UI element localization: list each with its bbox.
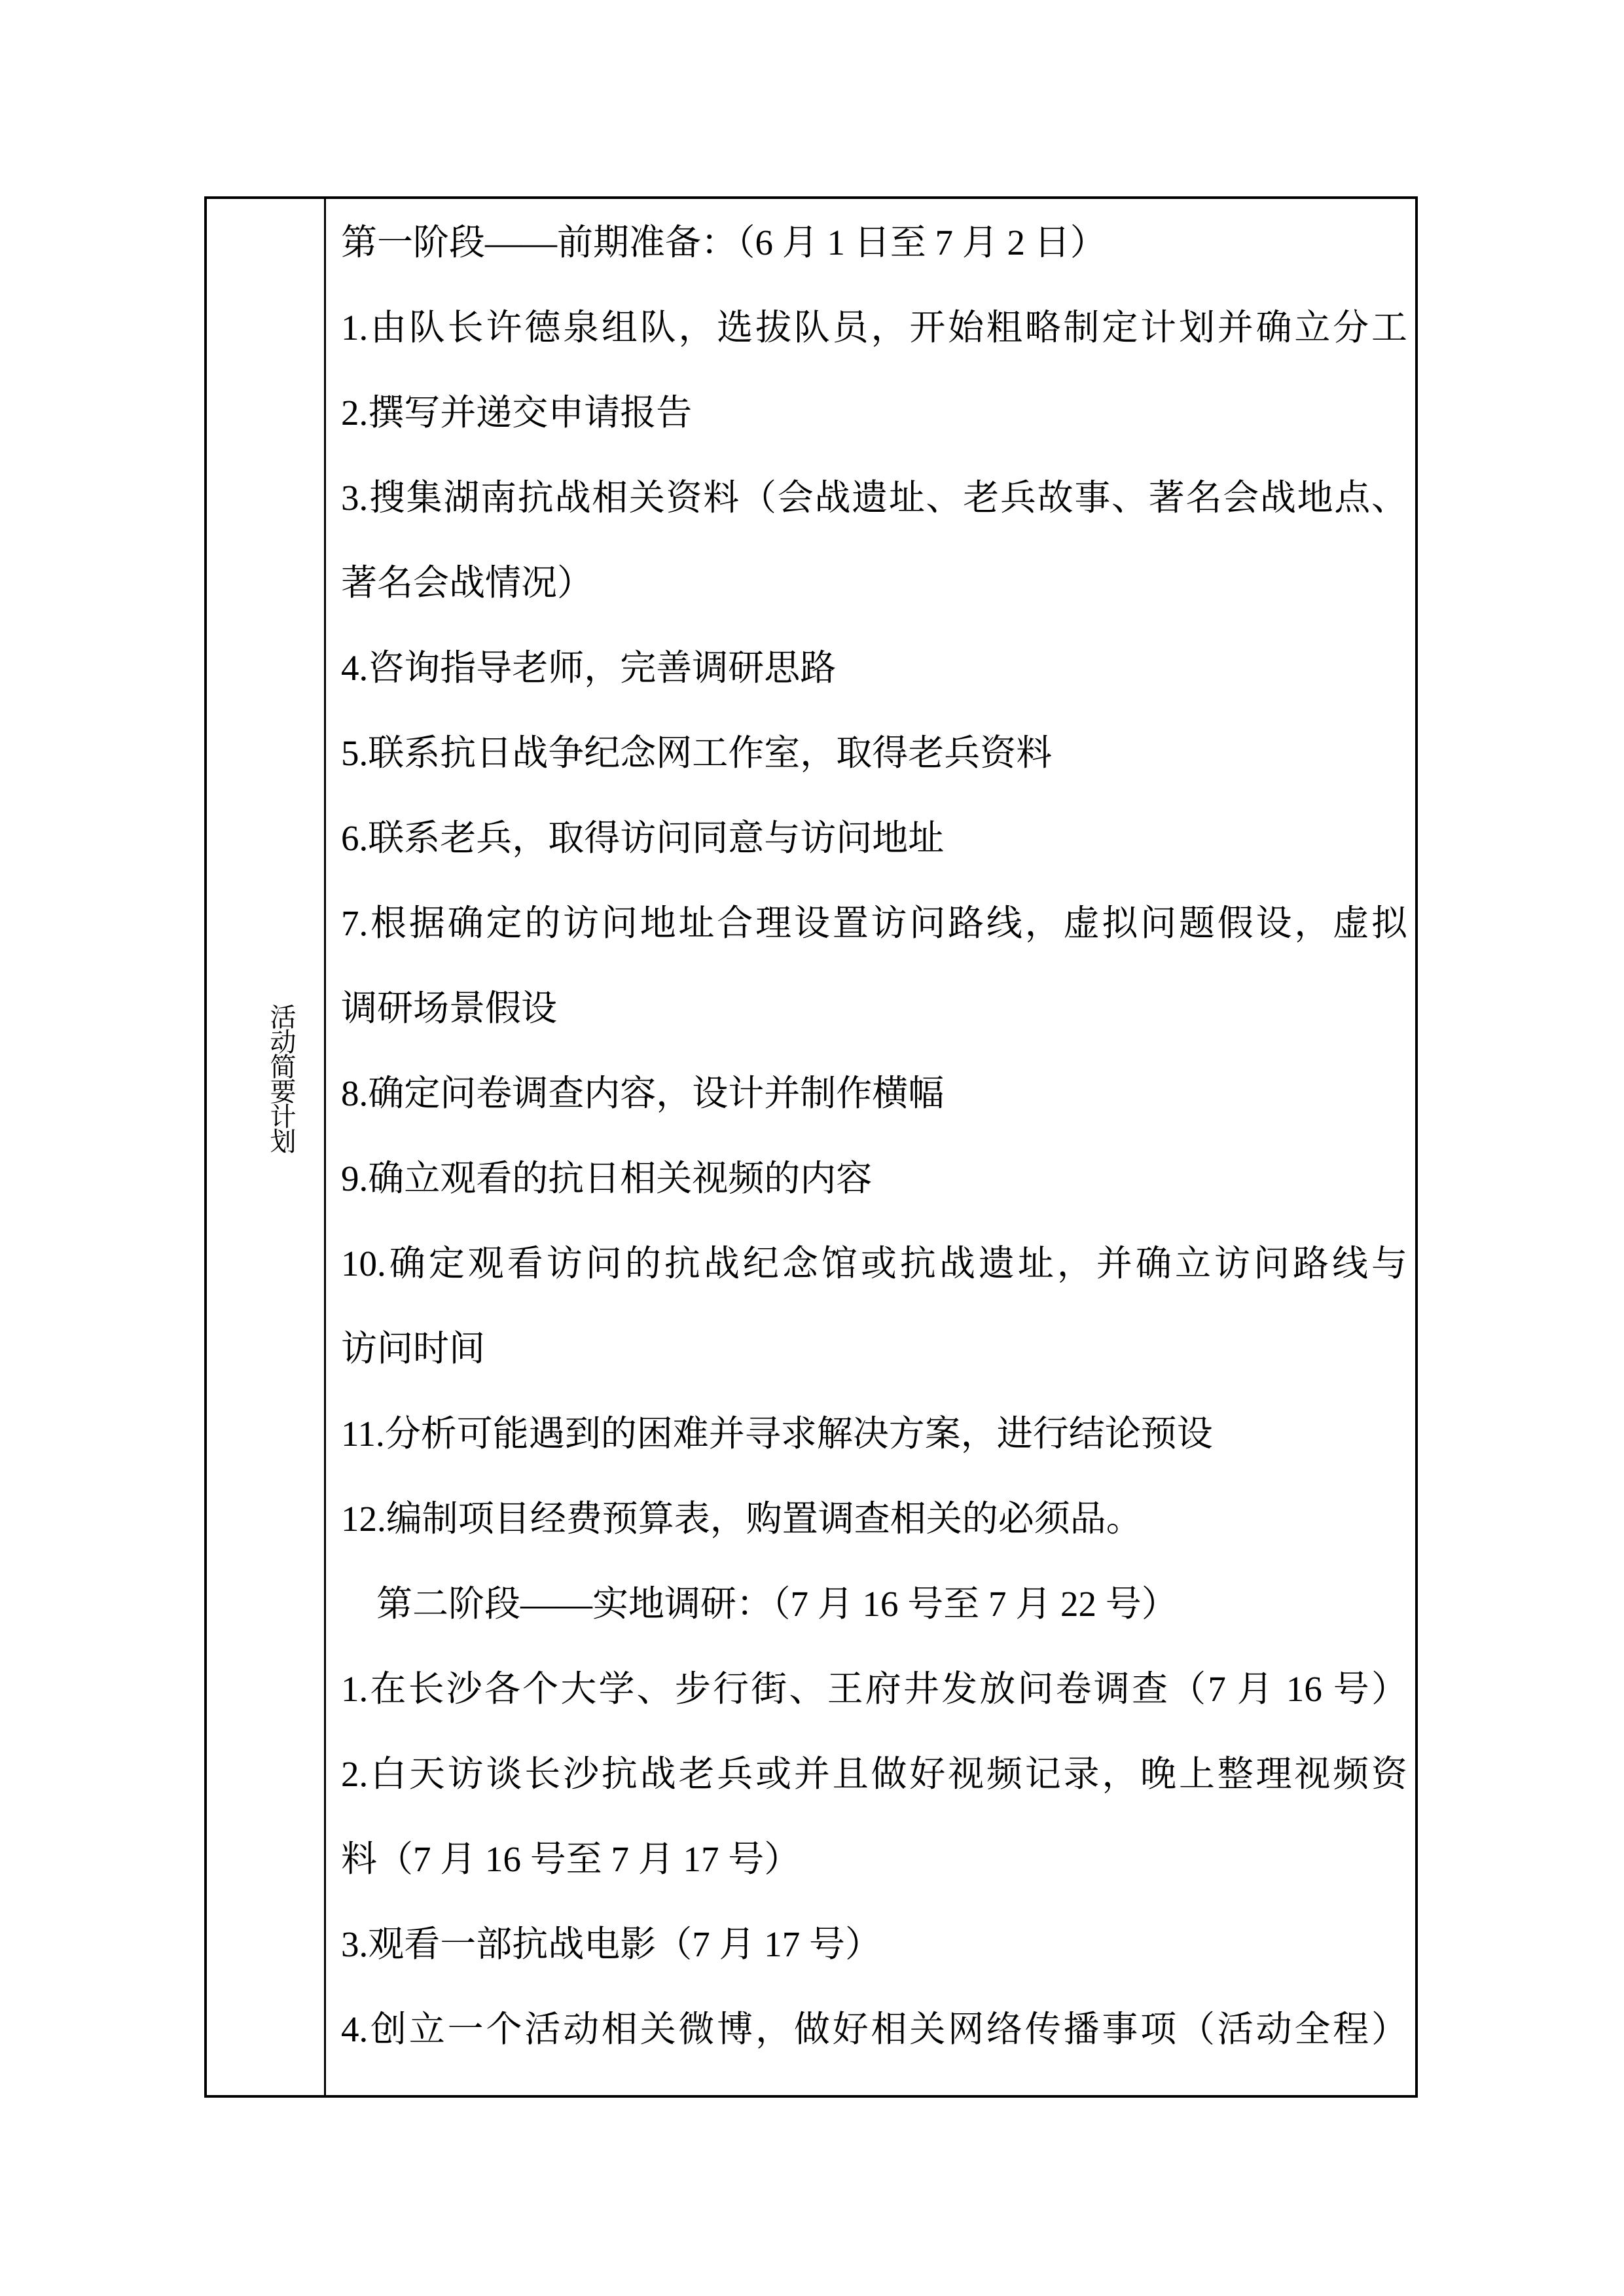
plan-line: 3.搜集湖南抗战相关资料（会战遗址、老兵故事、著名会战地点、 — [341, 478, 1407, 518]
plan-line: 第二阶段——实地调研：（7 月 16 号至 7 月 22 号） — [376, 1584, 1178, 1624]
plan-line: 4.创立一个活动相关微博，做好相关网络传播事项（活动全程） — [341, 2009, 1407, 2049]
plan-line: 6.联系老兵，取得访问同意与访问地址 — [341, 818, 945, 858]
plan-line: 7.根据确定的访问地址合理设置访问路线，虚拟问题假设，虚拟 — [341, 903, 1407, 943]
plan-line: 8.确定问卷调查内容，设计并制作横幅 — [341, 1073, 945, 1113]
plan-line: 访问时间 — [341, 1329, 486, 1369]
plan-line: 料（7 月 16 号至 7 月 17 号） — [341, 1839, 801, 1879]
row-header-cell — [207, 199, 326, 2095]
plan-line: 2.撰写并递交申请报告 — [341, 393, 693, 433]
plan-line: 1.由队长许德泉组队，选拔队员，开始粗略制定计划并确立分工 — [341, 308, 1407, 348]
plan-line: 调研场景假设 — [341, 988, 558, 1028]
plan-line: 12.编制项目经费预算表，购置调查相关的必须品。 — [341, 1499, 1142, 1539]
plan-line: 著名会战情况） — [341, 563, 594, 603]
plan-line: 1.在长沙各个大学、步行街、王府井发放问卷调查（7 月 16 号） — [341, 1669, 1407, 1709]
plan-line: 9.确立观看的抗日相关视频的内容 — [341, 1158, 873, 1198]
plan-line: 第一阶段——前期准备：（6 月 1 日至 7 月 2 日） — [341, 223, 1106, 262]
plan-table — [204, 196, 1418, 2098]
row-header-label: 活动简要计划 — [266, 1003, 296, 1153]
plan-line: 3.观看一部抗战电影（7 月 17 号） — [341, 1924, 882, 1964]
plan-line: 5.联系抗日战争纪念网工作室，取得老兵资料 — [341, 733, 1053, 773]
plan-line: 2.白天访谈长沙抗战老兵或并且做好视频记录，晚上整理视频资 — [341, 1754, 1407, 1794]
plan-line: 4.咨询指导老师，完善调研思路 — [341, 648, 837, 688]
plan-content-cell — [328, 199, 1415, 2095]
plan-line: 11.分析可能遇到的困难并寻求解决方案，进行结论预设 — [341, 1414, 1213, 1454]
plan-line: 10.确定观看访问的抗战纪念馆或抗战遗址，并确立访问路线与 — [341, 1244, 1407, 1283]
